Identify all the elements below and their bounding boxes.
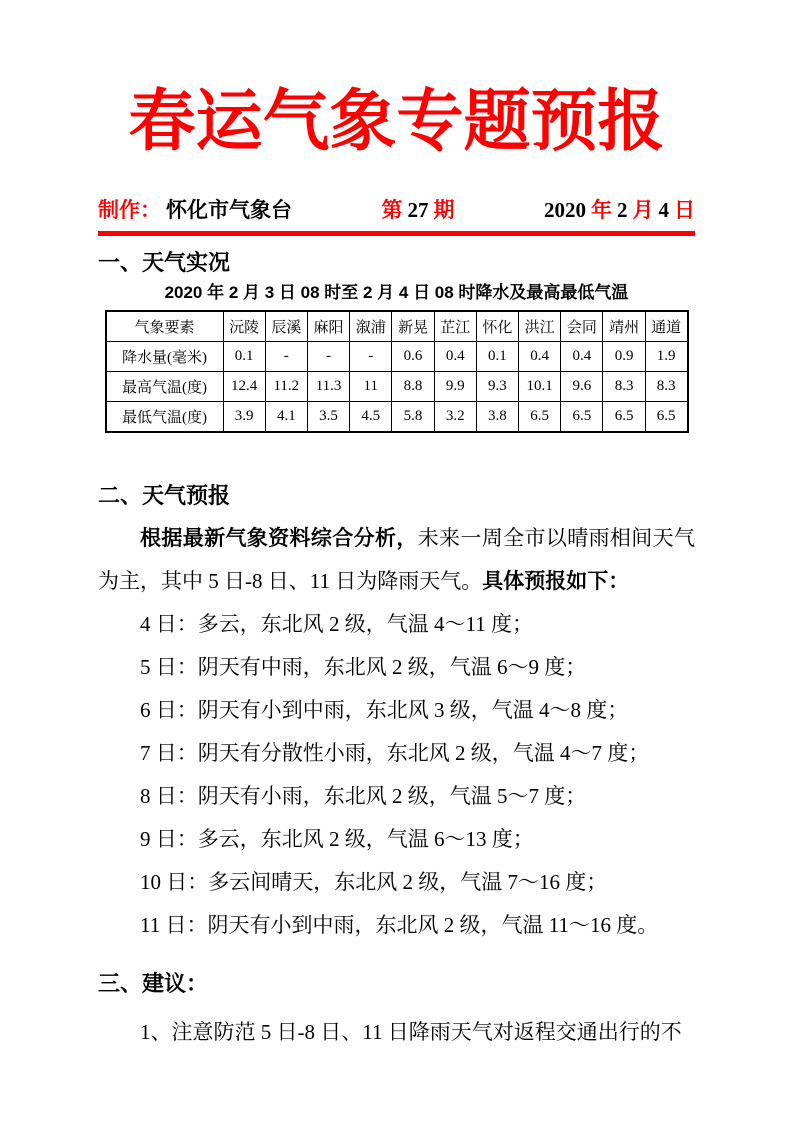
table-cell-value: 6.5 bbox=[603, 402, 645, 433]
table-header-station: 会同 bbox=[561, 311, 603, 342]
table-cell-value: 9.3 bbox=[476, 372, 518, 402]
forecast-item: 10 日：多云间晴天，东北风 2 级，气温 7～16 度； bbox=[140, 870, 608, 895]
issue-prefix: 第 bbox=[381, 199, 403, 223]
table-row-label: 降水量(毫米) bbox=[106, 342, 224, 372]
table-cell-value: 0.1 bbox=[476, 342, 518, 372]
date-day: 4 bbox=[658, 198, 669, 223]
table-row bbox=[106, 402, 688, 433]
table-cell-value: 4.5 bbox=[350, 402, 392, 433]
table-cell-value: 0.6 bbox=[392, 342, 434, 372]
table-cell-value: 0.9 bbox=[603, 342, 645, 372]
table-header-row bbox=[106, 311, 688, 342]
table-caption: 2020 年 2 月 3 日 08 时至 2 月 4 日 08 时降水及最高最低气温 bbox=[164, 283, 629, 303]
table-cell-value: 4.1 bbox=[265, 402, 307, 433]
weather-table bbox=[105, 310, 689, 433]
forecast-intro bbox=[98, 517, 695, 603]
table-cell-value: 5.8 bbox=[392, 402, 434, 433]
forecast-list bbox=[98, 603, 695, 947]
table-cell-value: 0.4 bbox=[561, 342, 603, 372]
table-header-station: 怀化 bbox=[476, 311, 518, 342]
table-header-station: 芷江 bbox=[434, 311, 476, 342]
forecast-item: 7 日：阴天有分散性小雨，东北风 2 级，气温 4～7 度； bbox=[140, 741, 650, 766]
table-cell-value: 0.4 bbox=[519, 342, 561, 372]
table-cell-value: 11.2 bbox=[265, 372, 307, 402]
section2-heading: 二、天气预报 bbox=[98, 483, 231, 509]
forecast-item: 4 日：多云，东北风 2 级，气温 4～11 度； bbox=[140, 612, 533, 637]
table-header-station: 溆浦 bbox=[350, 311, 392, 342]
table-cell-value: - bbox=[350, 342, 392, 372]
section3-heading: 三、建议： bbox=[98, 971, 209, 997]
forecast-item: 8 日：阴天有小雨，东北风 2 级，气温 5～7 度； bbox=[140, 784, 587, 809]
table-row bbox=[106, 372, 688, 402]
producer-label: 制作： bbox=[98, 199, 161, 223]
table-cell-value: 3.9 bbox=[223, 402, 265, 433]
table-header-station: 洪江 bbox=[519, 311, 561, 342]
date-year-unit: 年 bbox=[591, 199, 612, 223]
forecast-item: 5 日：阴天有中雨，东北风 2 级，气温 6～9 度； bbox=[140, 655, 587, 680]
table-header-station: 辰溪 bbox=[265, 311, 307, 342]
table-cell-value: 8.8 bbox=[392, 372, 434, 402]
date-block bbox=[544, 194, 695, 224]
page-title: 春运气象专题预报 bbox=[128, 85, 665, 159]
producer-block bbox=[98, 194, 292, 224]
table-row-label: 最高气温(度) bbox=[106, 372, 224, 402]
table-cell-value: 3.8 bbox=[476, 402, 518, 433]
table-header-element: 气象要素 bbox=[106, 311, 224, 342]
table-cell-value: 10.1 bbox=[519, 372, 561, 402]
date-month: 2 bbox=[617, 198, 628, 223]
table-header-station: 通道 bbox=[645, 311, 687, 342]
table-cell-value: 6.5 bbox=[519, 402, 561, 433]
section1-heading: 一、天气实况 bbox=[98, 250, 231, 276]
date-month-unit: 月 bbox=[632, 199, 654, 223]
table-cell-value: 8.3 bbox=[603, 372, 645, 402]
forecast-item: 9 日：多云，东北风 2 级，气温 6～13 度； bbox=[140, 827, 534, 852]
table-cell-value: - bbox=[307, 342, 349, 372]
table-cell-value: 8.3 bbox=[645, 372, 687, 402]
table-header-station: 新晃 bbox=[392, 311, 434, 342]
table-row-label: 最低气温(度) bbox=[106, 402, 224, 433]
table-header-station: 沅陵 bbox=[223, 311, 265, 342]
red-divider bbox=[98, 231, 695, 236]
forecast-item: 11 日：阴天有小到中雨，东北风 2 级，气温 11～16 度。 bbox=[140, 913, 659, 938]
table-cell-value: - bbox=[265, 342, 307, 372]
table-cell-value: 6.5 bbox=[561, 402, 603, 433]
table-row bbox=[106, 342, 688, 372]
issue-block bbox=[382, 194, 455, 224]
producer-name: 怀化市气象台 bbox=[166, 199, 292, 223]
intro-regular: 未来一周全市以晴雨相间天气为主，其中 5 日-8 日、11 日为降雨天气。 bbox=[98, 526, 696, 594]
table-cell-value: 9.6 bbox=[561, 372, 603, 402]
table-cell-value: 11 bbox=[350, 372, 392, 402]
advice-item: 1、注意防范 5 日-8 日、11 日降雨天气对返程交通出行的不 bbox=[140, 1020, 682, 1045]
table-cell-value: 3.5 bbox=[307, 402, 349, 433]
intro-bold-tail: 具体预报如下： bbox=[482, 570, 630, 594]
meta-row bbox=[98, 194, 695, 224]
date-day-unit: 日 bbox=[674, 199, 695, 223]
table-cell-value: 9.9 bbox=[434, 372, 476, 402]
table-header-station: 靖州 bbox=[603, 311, 645, 342]
table-cell-value: 1.9 bbox=[645, 342, 687, 372]
table-cell-value: 12.4 bbox=[223, 372, 265, 402]
table-header-station: 麻阳 bbox=[307, 311, 349, 342]
forecast-item: 6 日：阴天有小到中雨，东北风 3 级，气温 4～8 度； bbox=[140, 698, 629, 723]
intro-bold-lead: 根据最新气象资料综合分析， bbox=[140, 527, 418, 551]
issue-number: 27 bbox=[407, 198, 429, 223]
table-cell-value: 6.5 bbox=[645, 402, 687, 433]
table-cell-value: 11.3 bbox=[307, 372, 349, 402]
table-cell-value: 0.1 bbox=[223, 342, 265, 372]
table-cell-value: 3.2 bbox=[434, 402, 476, 433]
issue-suffix: 期 bbox=[433, 199, 455, 223]
table-cell-value: 0.4 bbox=[434, 342, 476, 372]
date-year: 2020 bbox=[544, 198, 586, 223]
